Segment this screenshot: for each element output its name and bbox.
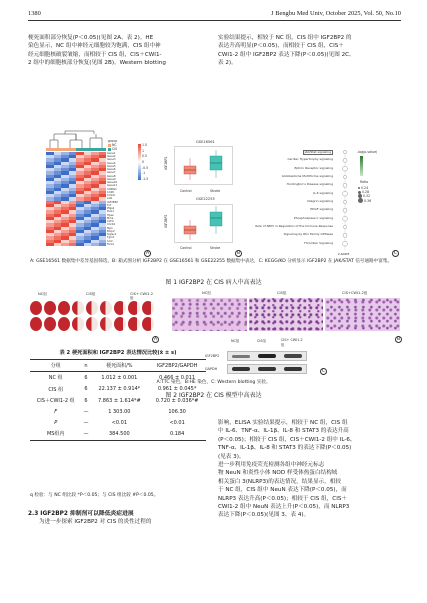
kegg-dot-area xyxy=(334,150,356,252)
ttc-slice xyxy=(44,301,56,315)
heatmap-group-legend: group NC CIS xyxy=(108,139,118,151)
heatmap-gene-label: Gene6 xyxy=(107,168,116,172)
ttc-slice xyxy=(128,301,140,315)
heatmap-gene-label: Gene3 xyxy=(107,158,116,162)
heatmap-cell xyxy=(46,243,54,246)
figure2-caption: A:TTC 染色，B:HE 染色，C: Western blotting 实验。 xyxy=(156,380,271,385)
kegg-term-label: Ephrin Receptor signaling xyxy=(294,165,333,170)
kegg-dot xyxy=(343,200,346,203)
kegg-dot xyxy=(343,191,348,196)
he-panel: NC组 CIS组 CIS+CWI1-2组 xyxy=(172,291,400,333)
ttc-slice xyxy=(142,301,154,315)
table-row: P — <0.01 <0.01 xyxy=(54,419,185,426)
ratio-label: 0.28 xyxy=(362,190,370,194)
ratio-label: 0.32 xyxy=(363,194,371,198)
blot-row-igf2bp2 xyxy=(227,351,307,361)
boxplot-gse16561-plot xyxy=(174,146,234,188)
ttc-panel: NC组 CIS组 CIS+ CWI1-2组 xyxy=(30,292,160,334)
he-image-cis xyxy=(249,298,324,331)
heatmap-gene-label: Gene9 xyxy=(107,177,116,181)
heatmap-cell xyxy=(61,243,69,246)
ttc-slice xyxy=(58,317,70,331)
heatmap-gene-label: IGF2BP2 xyxy=(107,200,118,204)
heatmap-gene-label: Fam1 xyxy=(107,242,115,246)
heatmap-color-scale xyxy=(138,144,141,180)
he-image-nc xyxy=(172,298,247,331)
heatmap-gene-label: Gene11 xyxy=(107,184,118,188)
heatmap-gene-label: Gene1 xyxy=(107,152,116,155)
ttc-slice xyxy=(86,301,98,315)
heatmap-cell xyxy=(99,243,107,246)
ttc-slice xyxy=(100,301,112,315)
ratio-label: 0.24 xyxy=(361,186,369,190)
heatmap-gene-label: Gene8 xyxy=(107,174,116,178)
heatmap-gene-label: Pusl1 xyxy=(107,210,114,214)
ratio-label: 0.36 xyxy=(364,198,372,203)
heatmap-cell xyxy=(54,243,62,246)
heatmap-gene-label: Csf3r xyxy=(107,220,114,224)
kegg-dot xyxy=(343,208,347,212)
kegg-term-label: Thrombin Signaling xyxy=(303,240,333,245)
kegg-term-label: Cardiac Hypertrophy signaling xyxy=(287,157,333,162)
kegg-dot xyxy=(343,158,347,162)
heatmap-gene-label: Cd14c xyxy=(107,194,116,198)
kegg-dot xyxy=(343,241,348,246)
ttc-slice xyxy=(86,317,98,331)
ttc-slice xyxy=(72,317,84,331)
kegg-dot xyxy=(343,175,346,178)
kegg-dot xyxy=(343,183,347,187)
kegg-term-label: PDGF signaling xyxy=(310,207,333,212)
heatmap-cell xyxy=(76,243,84,246)
ttc-slice xyxy=(30,317,42,331)
kegg-term-label: JAK/Stat signaling xyxy=(304,150,331,154)
figure2-panel-c-label: C xyxy=(321,369,326,374)
right-body-paragraph: 影响，ELISA 实验结果提示，相较于 NC 组，CIS 组 中 IL-6、TNF-α、IL-1β、IL-8 和 STAT3 的表达升高 (P＜0.05)；相较于 CIS 组，CIS＋CWI1-2 组中 IL-6、 TNF-α、IL-1β、IL-8 和 STAT3 的表达下降(P＜0.05) (见表 3)。 进一步利用免疫荧光检测各组中神经元标志 物 NeuN 和炎性小体 NOD 样受体热蛋白结构域 相关蛋白 3(NLRP3)的表达情况，结果显示，相较 于 NC 组，CIS 组中 NeuN 表达下降(P＜0.05)，而 NLRP3 表达升高(P＜0.05)；相较于 CIS 组，CIS＋ CWI1-2 组中 NeuN 表达上升(P＜0.05)，而 NLRP3 表达下降(P＜0.05)(见图 3、表 4)。 xyxy=(218,420,356,519)
table-row: F — 1 303.00 106.30 xyxy=(54,409,186,416)
heatmap-cell xyxy=(91,243,99,246)
kegg-term-label: Integrin signaling xyxy=(306,199,333,203)
boxplot-gse22255-plot xyxy=(174,204,234,246)
figure1-caption: A: GSE16561 数据集中差异基因筛选，B: 箱式图分析 IGF2BP2 在 GSE16561 和 GSE22255 数据集中表达，C: KEGG/KO 分析显示 IGF2BP2 在 JAK/STAT 信号通路中富集。 xyxy=(30,259,393,264)
ttc-slice xyxy=(58,301,70,315)
heatmap-gene-label: Gene2 xyxy=(107,155,116,159)
kegg-term-label: Glioblastoma Multiforme signaling xyxy=(281,174,333,178)
heatmap-gene-label: Tsp1 xyxy=(107,226,113,230)
heatmap-gene-labels xyxy=(106,152,136,246)
table2-title: 表 2 梗死面积和 IGF2BP2 表达情况比较(x̄ ± s) xyxy=(59,350,177,356)
kegg-term-label: IL-6 signaling xyxy=(313,190,333,195)
section-heading: 2.3 IGF2BP2 抑制剂可以降低炎症进展 xyxy=(28,511,134,517)
expression-heatmap xyxy=(46,152,106,246)
figure2-panel-b-label: B xyxy=(396,337,401,342)
header-rule xyxy=(28,20,401,21)
heatmap-gene-label: Tgm1 xyxy=(107,236,115,240)
kegg-dot xyxy=(343,150,346,153)
heatmap-gene-label: Hpse xyxy=(107,213,114,217)
figure1-title: 图 1 IGF2BP2 在 CIS 病人中高表达 xyxy=(165,279,262,286)
kegg-term-label: Phospholipase C signaling xyxy=(293,215,333,220)
ttc-slice xyxy=(142,317,154,331)
table-2 xyxy=(30,359,206,441)
kegg-dot xyxy=(343,216,348,221)
table-row: MS组内 — 384.500 0.184 xyxy=(30,428,206,440)
top-left-paragraph: 梗死面积部分恢复(P＜0.05)(见图 2A、表 2)。HE 染色显示，NC 组中神经元细胞较为饱满，CIS 组中神 经元细胞核破裂皱缩，而相较于 CIS 组，CIS＋CWI1- 2 组中的细胞核部分恢复(见图 2B)。Western blotting xyxy=(28,35,166,67)
heatmap-gene-label: Lst1 xyxy=(107,197,113,201)
table2-note: q 检验：与 NC 组比较 *P＜0.05；与 CIS 组比较 #P＜0.05。 xyxy=(30,493,159,498)
heatmap-gene-label: Bmp2 xyxy=(107,229,115,233)
figure1-panel-a-label: A xyxy=(145,251,150,256)
kegg-term-label: Role of NFAT in Regulation of the Immune Response xyxy=(255,224,333,228)
section-text: 为进一步探索 IGF2BP2 对 CIS 的炎性过程的 xyxy=(39,519,152,525)
table-row: NC 组 6 1.012 ± 0.001 0.466 ± 0.011 xyxy=(48,374,196,382)
heatmap-gene-label: Cd48 xyxy=(107,190,114,194)
heatmap-cell xyxy=(69,243,77,246)
dendrogram xyxy=(46,130,106,148)
heatmap-gene-label: Gene7 xyxy=(107,171,116,175)
figure1-panel-b-label: B xyxy=(236,251,241,256)
kegg-term-label: Signaling by Rho Family GTPases xyxy=(283,232,333,237)
table-header-row: 分组 n 梗死面积/% IGF2BP2/GAPDH xyxy=(30,360,206,372)
kegg-pvalue-scale xyxy=(360,156,363,176)
ttc-slice xyxy=(114,317,126,331)
journal-running-head: J Bengbu Med Univ, October 2025, Vol. 50, No.10 xyxy=(271,10,401,17)
kegg-ratio-legend xyxy=(358,186,371,203)
heatmap-gene-label: Cdc42 xyxy=(107,223,116,227)
kegg-dot xyxy=(343,233,347,237)
kegg-dot xyxy=(343,225,346,228)
box-stroke xyxy=(210,212,222,226)
table-row: CIS＋CWI1-2 组 6 7.863 ± 1.614*# 0.720 ± 0.036*# xyxy=(36,397,199,405)
heatmap-gene-label: Ccl2 xyxy=(107,239,113,243)
blot-row-gapdh xyxy=(227,364,307,374)
heatmap-gene-label: Gene5 xyxy=(107,164,116,168)
he-image-cis-cwi xyxy=(325,298,400,331)
figure1-panel-c-label: C xyxy=(393,251,398,256)
heatmap-scale-labels: 1.5 1 0.5 0 -0.5 -1 -1.5 xyxy=(142,143,149,181)
ttc-slice xyxy=(30,301,42,315)
ttc-slice xyxy=(114,301,126,315)
ttc-slice xyxy=(44,317,56,331)
heatmap-gene-label: Tnf xyxy=(107,203,112,207)
figure2-title: 图 2 IGF2BP2 在 CIS 模型中高表达 xyxy=(165,392,262,399)
western-blot-panel: NC组 CIS组 CIS+ CWI1-2组 IGF2BP2 GAPDH xyxy=(205,338,315,376)
heatmap-gene-label: Gene10 xyxy=(107,181,118,185)
kegg-term-label: Huntington's Disease signaling xyxy=(286,182,333,187)
ttc-slice xyxy=(128,317,140,331)
table-row: CIS 组 6 22.137 ± 0.914* 0.961 ± 0.045* xyxy=(48,386,197,393)
heatmap-gene-label: Mme xyxy=(107,216,114,220)
page-number: 1380 xyxy=(28,10,41,17)
ratio-dot xyxy=(358,187,360,189)
heatmap-gene-label: Gene4 xyxy=(107,161,116,165)
group-bar xyxy=(46,148,106,151)
kegg-term-labels xyxy=(255,150,335,250)
ttc-slice xyxy=(72,301,84,315)
figure2-panel-a-label: A xyxy=(153,337,158,342)
ratio-dot xyxy=(358,198,363,203)
ttc-slice xyxy=(100,317,112,331)
heatmap-gene-label: Cd68s1 xyxy=(107,187,117,191)
kegg-dot xyxy=(343,166,348,171)
top-right-paragraph: 实验结果提示，相较于 NC 组，CIS 组中 IGF2BP2 的 表达升高明显(P＜0.05)，而相较于 CIS 组，CIS＋ CWI1-2 组中 IGF2BP2 表达下降(P＜0.05)(见图 2C、 表 2)。 xyxy=(218,35,355,67)
heatmap-gene-label: Siglec1 xyxy=(107,233,117,237)
heatmap-gene-label: Ptgs2 xyxy=(107,207,115,211)
heatmap-cell xyxy=(84,243,92,246)
